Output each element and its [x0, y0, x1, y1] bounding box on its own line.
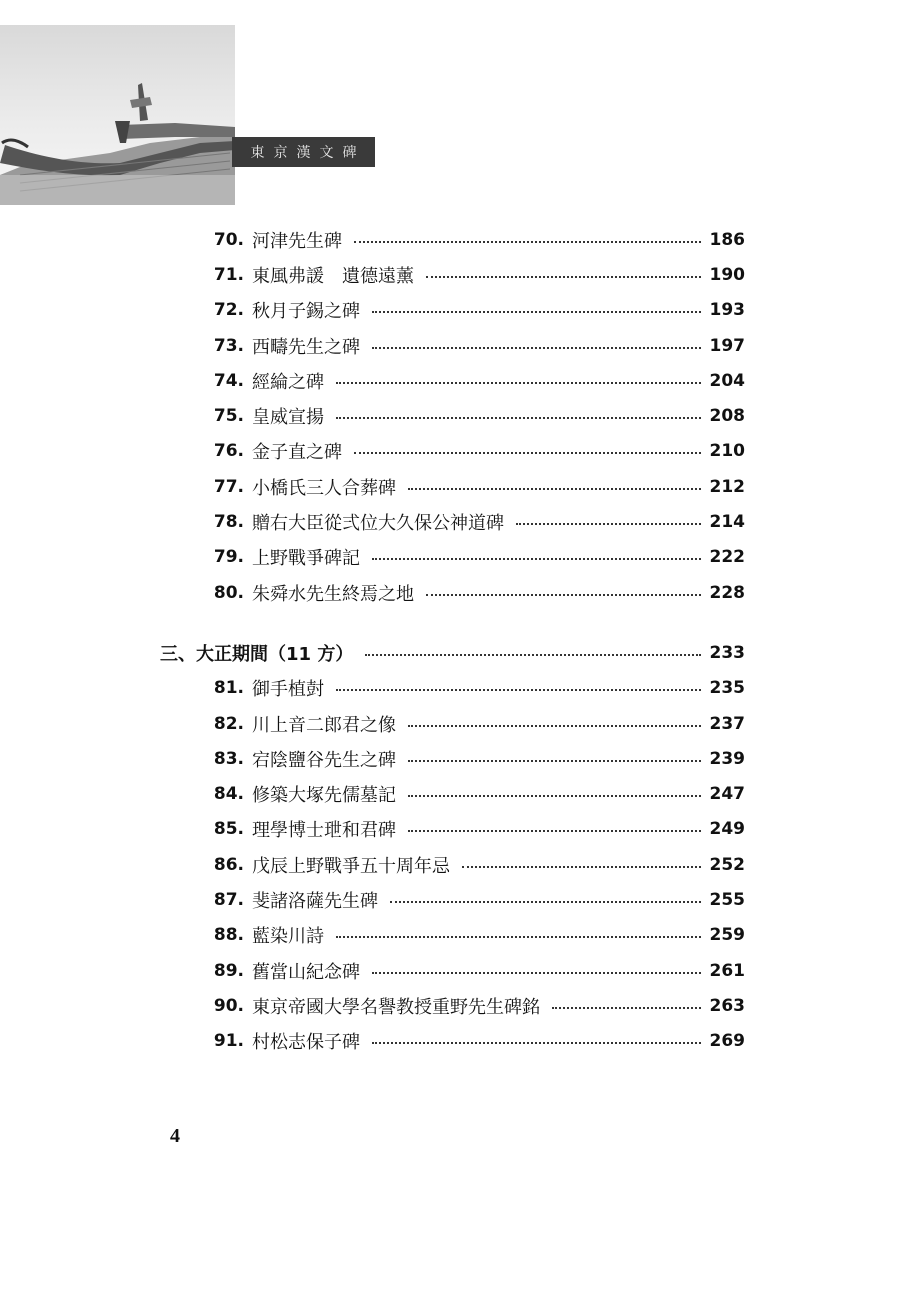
- toc-entry: [160, 953, 745, 988]
- dot-leader: [408, 488, 701, 490]
- entry-number: 88.: [213, 925, 244, 946]
- entry-page: 208: [709, 406, 745, 427]
- toc-entry: [160, 575, 745, 610]
- entry-number: 86.: [213, 854, 244, 875]
- entry-page: 239: [709, 748, 745, 769]
- entry-title: 經綸之碑: [252, 371, 324, 393]
- dot-leader: [372, 1042, 701, 1044]
- dot-leader: [372, 972, 701, 974]
- entry-title: 東京帝國大學名譽教授重野先生碑銘: [252, 996, 540, 1018]
- toc-entry: [160, 847, 745, 882]
- entry-title: 川上音二郎君之像: [252, 714, 396, 736]
- toc-entry: [160, 988, 745, 1023]
- entry-title: 金子直之碑: [252, 442, 342, 464]
- toc-entry: [160, 882, 745, 917]
- dot-leader: [365, 654, 701, 656]
- dot-leader: [372, 558, 701, 560]
- dot-leader: [372, 311, 701, 313]
- toc-entry: [160, 776, 745, 811]
- dot-leader: [390, 901, 701, 903]
- entry-page: 222: [709, 547, 745, 568]
- dot-leader: [408, 725, 701, 727]
- entry-page: 197: [709, 335, 745, 356]
- entry-number: 71.: [213, 264, 244, 285]
- entry-page: 263: [709, 995, 745, 1016]
- temple-roof-icon: [0, 25, 235, 205]
- toc-entry: [160, 222, 745, 257]
- toc-entry: [160, 434, 745, 469]
- entry-title: 東風弗諼 遺德遠薰: [252, 265, 414, 287]
- dot-leader: [354, 452, 701, 454]
- dot-leader: [372, 347, 701, 349]
- entry-number: 87.: [213, 889, 244, 910]
- toc-entry: [160, 293, 745, 328]
- entry-title: 修築大塚先儒墓記: [252, 785, 396, 807]
- entry-page: 186: [709, 229, 745, 250]
- entry-number: 80.: [213, 582, 244, 603]
- entry-title: 小橋氏三人合葬碑: [252, 477, 396, 499]
- entry-number: 76.: [213, 441, 244, 462]
- dot-leader: [426, 276, 701, 278]
- section-heading-row: [160, 635, 745, 670]
- toc-entry: [160, 1024, 745, 1059]
- entry-title: 理學博士玴和君碑: [252, 820, 396, 842]
- entry-title: 秋月子錫之碑: [252, 301, 360, 323]
- entry-number: 74.: [213, 370, 244, 391]
- entry-number: 82.: [213, 713, 244, 734]
- entry-page: 252: [709, 854, 745, 875]
- entry-title: 斐諸洛薩先生碑: [252, 890, 378, 912]
- table-of-contents: [160, 222, 745, 1059]
- toc-group-a: [160, 222, 745, 610]
- dot-leader: [408, 830, 701, 832]
- entry-number: 72.: [213, 300, 244, 321]
- toc-entry: [160, 540, 745, 575]
- page-number: 4: [170, 1125, 180, 1147]
- entry-number: 77.: [213, 476, 244, 497]
- entry-title: 戊辰上野戰爭五十周年忌: [252, 855, 450, 877]
- toc-entry: [160, 328, 745, 363]
- entry-page: 214: [709, 512, 745, 533]
- entry-number: 75.: [213, 406, 244, 427]
- entry-page: 269: [709, 1031, 745, 1052]
- dot-leader: [336, 689, 701, 691]
- section-page: 233: [709, 642, 745, 663]
- entry-title: 藍染川詩: [252, 926, 324, 948]
- entry-page: 247: [709, 784, 745, 805]
- entry-title: 朱舜水先生終焉之地: [252, 583, 414, 605]
- entry-number: 79.: [213, 547, 244, 568]
- book-title: 東京漢文碑: [250, 145, 366, 161]
- entry-page: 261: [709, 960, 745, 981]
- dot-leader: [462, 866, 701, 868]
- toc-entry: [160, 469, 745, 504]
- entry-number: 91.: [213, 1031, 244, 1052]
- entry-page: 249: [709, 819, 745, 840]
- entry-number: 84.: [213, 784, 244, 805]
- dot-leader: [336, 417, 701, 419]
- toc-entry: [160, 398, 745, 433]
- entry-page: 210: [709, 441, 745, 462]
- entry-title: 宕陰鹽谷先生之碑: [252, 749, 396, 771]
- book-title-banner: [232, 137, 375, 167]
- entry-title: 御手植尌: [252, 679, 324, 701]
- entry-number: 89.: [213, 960, 244, 981]
- entry-title: 舊當山紀念碑: [252, 961, 360, 983]
- toc-entry: [160, 504, 745, 539]
- header-roof-illustration: [0, 25, 235, 205]
- entry-page: 237: [709, 713, 745, 734]
- entry-number: 78.: [213, 512, 244, 533]
- entry-title: 村松志保子碑: [252, 1032, 360, 1054]
- entry-number: 70.: [213, 229, 244, 250]
- toc-entry: [160, 363, 745, 398]
- entry-number: 81.: [213, 678, 244, 699]
- toc-entry: [160, 918, 745, 953]
- dot-leader: [408, 795, 701, 797]
- entry-page: 193: [709, 300, 745, 321]
- dot-leader: [516, 523, 701, 525]
- entry-title: 皇威宣揚: [252, 407, 324, 429]
- entry-page: 228: [709, 582, 745, 603]
- entry-page: 212: [709, 476, 745, 497]
- entry-page: 190: [709, 264, 745, 285]
- entry-page: 255: [709, 889, 745, 910]
- entry-title: 贈右大臣從弍位大久保公神道碑: [252, 513, 504, 535]
- toc-section-taisho: [160, 635, 745, 1059]
- dot-leader: [336, 382, 701, 384]
- entry-page: 235: [709, 678, 745, 699]
- toc-entry: [160, 706, 745, 741]
- entry-title: 西疇先生之碑: [252, 336, 360, 358]
- entry-number: 83.: [213, 748, 244, 769]
- entry-page: 204: [709, 370, 745, 391]
- dot-leader: [336, 936, 701, 938]
- toc-entry: [160, 812, 745, 847]
- entry-number: 90.: [213, 995, 244, 1016]
- toc-entry: [160, 741, 745, 776]
- toc-entry: [160, 671, 745, 706]
- dot-leader: [408, 760, 701, 762]
- entry-page: 259: [709, 925, 745, 946]
- entry-number: 73.: [213, 335, 244, 356]
- dot-leader: [354, 241, 701, 243]
- entry-title: 上野戰爭碑記: [252, 548, 360, 570]
- section-title: 三、大正期間（11 方）: [160, 643, 354, 665]
- entry-title: 河津先生碑: [252, 230, 342, 252]
- toc-entry: [160, 257, 745, 292]
- entry-number: 85.: [213, 819, 244, 840]
- dot-leader: [426, 594, 701, 596]
- dot-leader: [552, 1007, 701, 1009]
